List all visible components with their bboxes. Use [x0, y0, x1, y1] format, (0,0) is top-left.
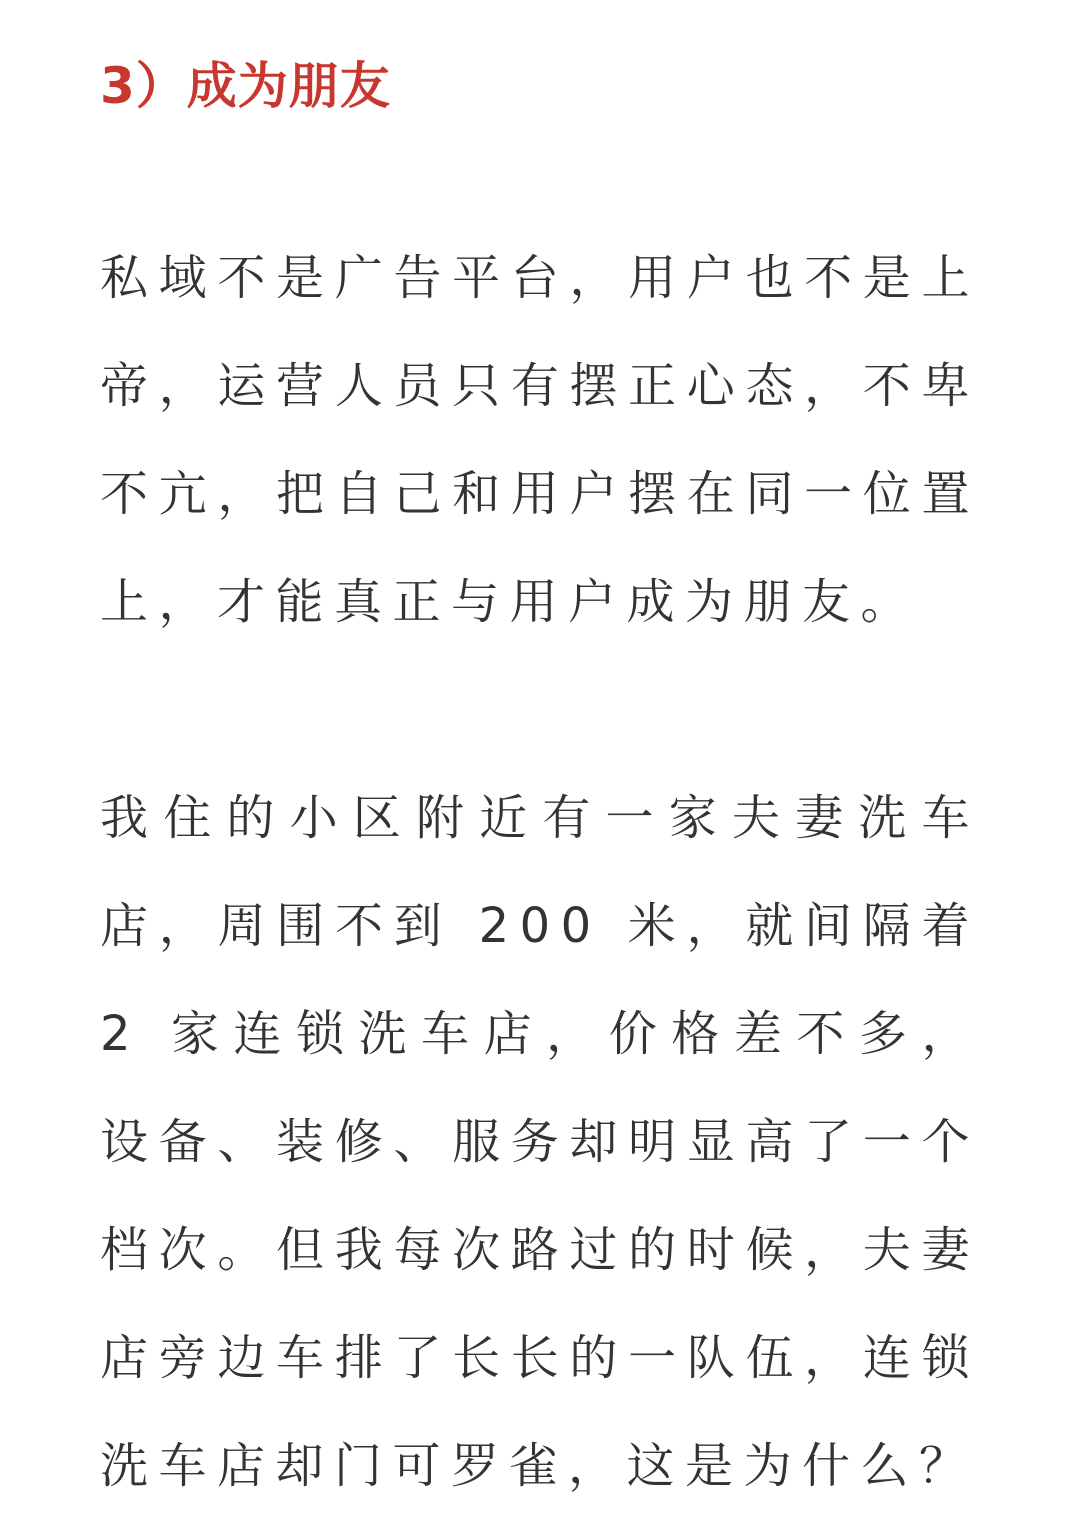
article-body	[100, 0, 980, 1520]
paragraph-private-domain: 私域不是广告平台，用户也不是上帝，运营人员只有摆正心态，不卑不亢，把自己和用户摆在同一位置上，才能真正与用户成为朋友。	[100, 250, 980, 630]
paragraph-car-wash-story: 我住的小区附近有一家夫妻洗车店，周围不到 200 米，就间隔着 2 家连锁洗车店，价格差不多，设备、装修、服务却明显高了一个档次。但我每次路过的时候，夫妻店旁边车排了长长的一队伍，连锁洗车店却门可罗雀，这是为什么？	[100, 790, 980, 1494]
section-heading: 3）成为朋友	[100, 57, 391, 115]
